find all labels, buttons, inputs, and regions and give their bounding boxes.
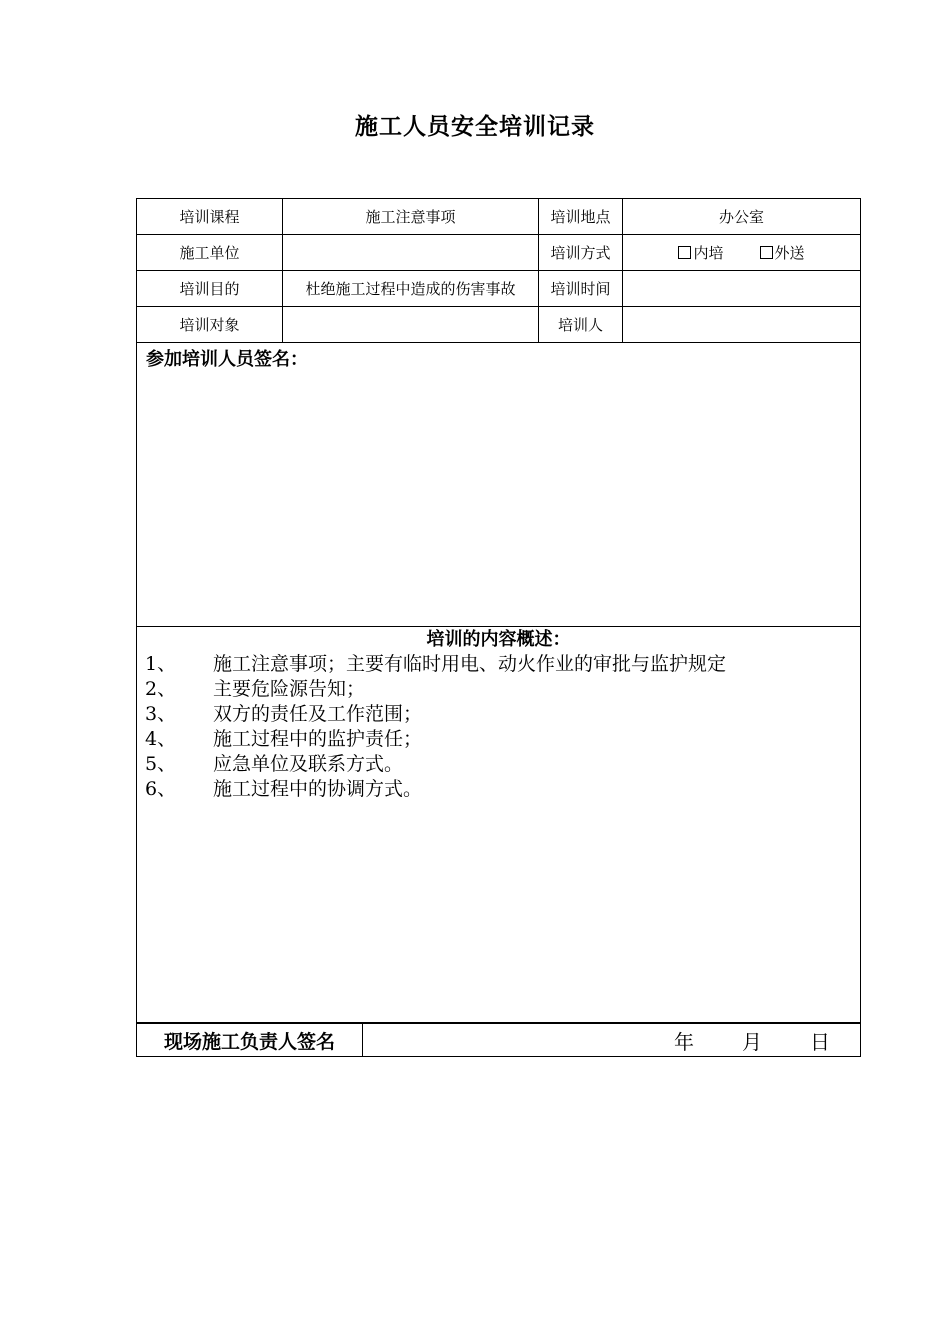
list-item: 3、 双方的责任及工作范围； bbox=[145, 703, 423, 725]
content-area bbox=[137, 627, 861, 1023]
checkbox-icon[interactable] bbox=[760, 246, 773, 259]
table-row bbox=[137, 271, 861, 307]
list-item: 6、 施工过程中的协调方式。 bbox=[145, 778, 423, 800]
target-label: 培训对象 bbox=[137, 307, 283, 343]
footer-table bbox=[136, 1023, 861, 1057]
purpose-label: 培训目的 bbox=[137, 271, 283, 307]
supervisor-signature-label: 现场施工负责人签名 bbox=[137, 1024, 363, 1057]
external-option[interactable] bbox=[760, 244, 805, 262]
table-row bbox=[137, 235, 861, 271]
target-value[interactable] bbox=[283, 307, 539, 343]
signature-row bbox=[137, 343, 861, 627]
year-label: 年 bbox=[674, 1029, 694, 1054]
list-item: 2、 主要危险源告知； bbox=[145, 678, 366, 700]
checkbox-icon[interactable] bbox=[678, 246, 691, 259]
signature-area[interactable] bbox=[137, 343, 861, 627]
internal-option[interactable] bbox=[678, 244, 723, 262]
month-label: 月 bbox=[742, 1029, 762, 1054]
signature-label: 参加培训人员签名： bbox=[146, 349, 308, 370]
content-list bbox=[137, 652, 860, 802]
option-label: 外送 bbox=[774, 244, 805, 262]
option-label: 内培 bbox=[693, 244, 724, 262]
list-item: 1、 施工注意事项；主要有临时用电、动火作业的审批与监护规定 bbox=[145, 653, 727, 675]
day-label: 日 bbox=[810, 1029, 830, 1054]
time-value[interactable] bbox=[623, 271, 861, 307]
page-title: 施工人员安全培训记录 bbox=[355, 114, 595, 140]
table-row bbox=[137, 199, 861, 235]
location-label: 培训地点 bbox=[539, 199, 623, 235]
list-item: 5、 应急单位及联系方式。 bbox=[145, 753, 404, 775]
unit-value[interactable] bbox=[283, 235, 539, 271]
purpose-value[interactable]: 杜绝施工过程中造成的伤害事故 bbox=[283, 271, 539, 307]
training-info-table bbox=[136, 198, 861, 1023]
method-options bbox=[623, 235, 861, 271]
location-value[interactable]: 办公室 bbox=[623, 199, 861, 235]
table-row bbox=[137, 307, 861, 343]
content-row bbox=[137, 627, 861, 1023]
content-title: 培训的内容概述： bbox=[426, 629, 571, 650]
footer-row bbox=[137, 1024, 861, 1057]
course-label: 培训课程 bbox=[137, 199, 283, 235]
trainer-label: 培训人 bbox=[539, 307, 623, 343]
unit-label: 施工单位 bbox=[137, 235, 283, 271]
time-label: 培训时间 bbox=[539, 271, 623, 307]
list-item: 4、 施工过程中的监护责任； bbox=[145, 728, 423, 750]
method-label: 培训方式 bbox=[539, 235, 623, 271]
trainer-value[interactable] bbox=[623, 307, 861, 343]
course-value[interactable]: 施工注意事项 bbox=[283, 199, 539, 235]
supervisor-signature-field[interactable] bbox=[363, 1024, 861, 1057]
